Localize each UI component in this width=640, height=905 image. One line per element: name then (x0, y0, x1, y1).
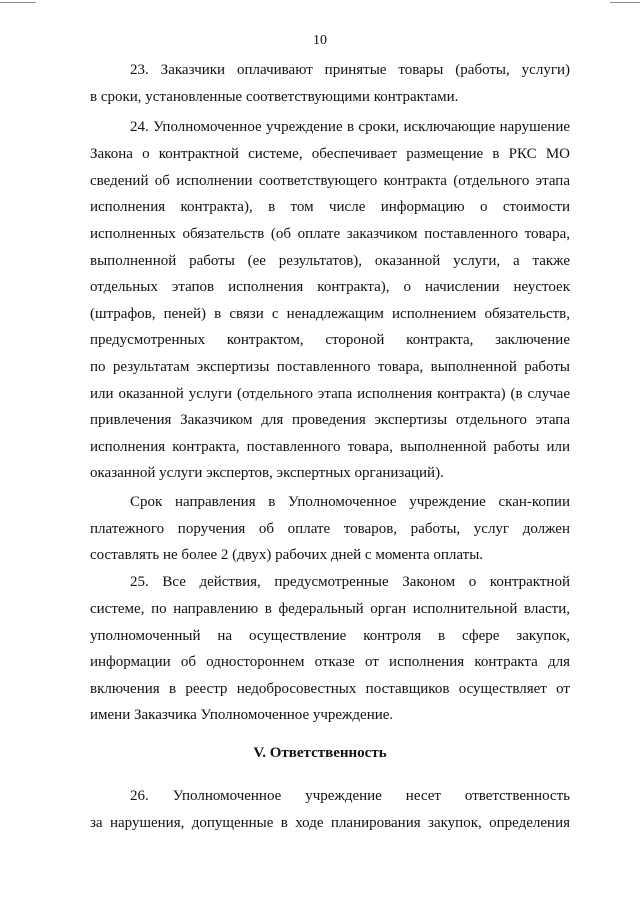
text-line: оказанной услуги экспертов, экспертных организаций). (90, 465, 444, 481)
top-edge-rule-left (0, 2, 36, 3)
text-line: отдельных этапов исполнения контракта), о начислении неустоек (90, 279, 570, 295)
text-line: предусмотренных контрактом, стороной контракта, заключение (90, 332, 570, 348)
section-heading: V. Ответственность (253, 745, 387, 761)
text-line: 23. Заказчики оплачивают принятые товары (работы, услуги) (130, 62, 570, 78)
text-line: имени Заказчика Уполномоченное учреждение. (90, 707, 394, 723)
text-line: исполненных обязательств (об оплате заказчиком поставленного товара, (90, 226, 570, 242)
text-line: по результатам экспертизы поставленного товара, выполненной работы (90, 359, 570, 375)
text-line: исполнения контракта, поставленного товара, выполненной работы или (90, 439, 570, 455)
text-line: Срок направления в Уполномоченное учреждение скан-копии (130, 494, 570, 510)
text-line: привлечения Заказчиком для проведения экспертизы отдельного этапа (90, 412, 570, 428)
text-line: выполненной работы (ее результатов), оказанной услуги, а также (90, 253, 570, 269)
text-line: 26. Уполномоченное учреждение несет ответственность (130, 788, 570, 804)
top-edge-rule-right (610, 2, 640, 3)
text-line: 24. Уполномоченное учреждение в сроки, исключающие нарушение (130, 119, 570, 135)
text-line: Закона о контрактной системе, обеспечивает размещение в РКС МО (90, 146, 570, 162)
page-number: 10 (313, 33, 327, 48)
text-line: информации об одностороннем отказе от исполнения контракта для (90, 654, 570, 670)
text-line: уполномоченный на осуществление контроля в сфере закупок, (90, 628, 570, 644)
text-line: за нарушения, допущенные в ходе планирования закупок, определения (90, 815, 570, 831)
text-line: или оказанной услуги (отдельного этапа исполнения контракта) (в случае (90, 386, 570, 402)
text-line: в сроки, установленные соответствующими контрактами. (90, 89, 459, 105)
text-line: (штрафов, пеней) в связи с ненадлежащим исполнением обязательств, (90, 306, 570, 322)
text-line: включения в реестр недобросовестных поставщиков осуществляет от (90, 681, 570, 697)
text-line: 25. Все действия, предусмотренные Законом о контрактной (130, 574, 570, 590)
text-line: составлять не более 2 (двух) рабочих дней с момента оплаты. (90, 547, 484, 563)
text-line: системе, по направлению в федеральный орган исполнительной власти, (90, 601, 570, 617)
text-line: сведений об исполнении соответствующего контракта (отдельного этапа (90, 173, 570, 189)
text-line: платежного поручения об оплате товаров, работы, услуг должен (90, 521, 570, 537)
text-line: исполнения контракта), в том числе информацию о стоимости (90, 199, 570, 215)
